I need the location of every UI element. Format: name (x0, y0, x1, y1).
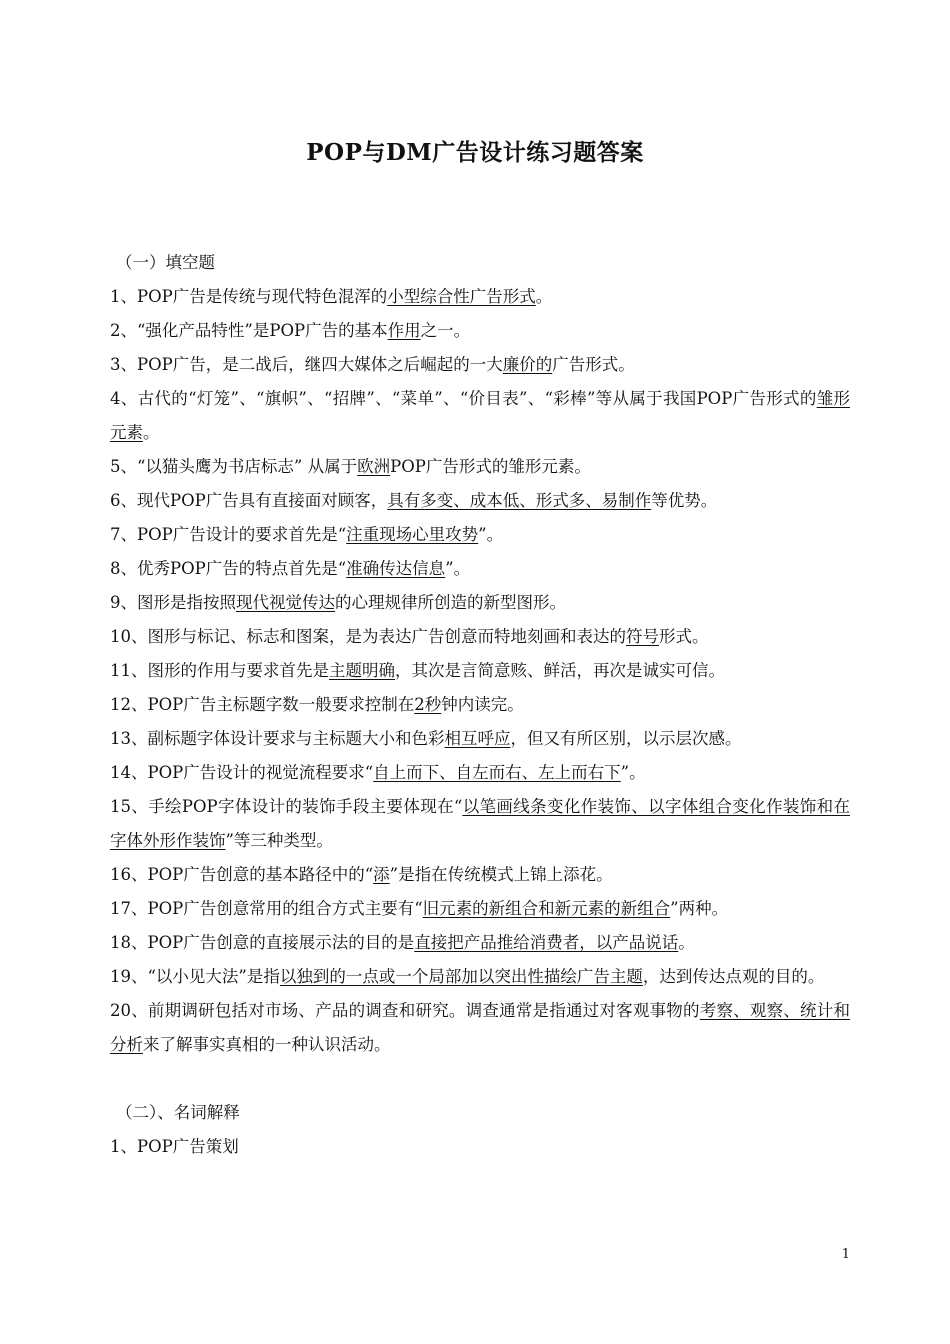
question-text: 15、手绘POP字体设计的装饰手段主要体现在“ (110, 797, 463, 816)
answer-text: 以独到的一点或一个局部加以突出性描绘广告主题 (279, 967, 643, 986)
question-item (110, 790, 850, 858)
question-item (110, 722, 850, 756)
fill-in-question-list (110, 280, 850, 1062)
question-text: 8、优秀POP广告的特点首先是“ (110, 559, 347, 578)
document-title: POP与DM广告设计练习题答案 (306, 139, 644, 166)
question-text: 钟内读完。 (441, 695, 524, 714)
answer-text: 以笔画线条变化作装饰、以字体组合变化作装饰和在字体外形作装饰 (110, 797, 850, 850)
answer-text: 作用 (387, 321, 421, 340)
question-text: ，其次是言简意赅、鲜活，再次是诚实可信。 (395, 661, 725, 680)
question-text: 等优势。 (651, 491, 718, 510)
question-text: ”。 (620, 763, 646, 782)
answer-text: 具有多变、成本低、形式多、易制作 (387, 491, 652, 510)
section-heading-definitions: （二）、名词解释 (116, 1103, 240, 1122)
question-text: ”。 (445, 559, 471, 578)
answer-text: 廉价的 (502, 355, 553, 374)
question-text: 。 (678, 933, 695, 952)
question-text: 5、“以猫头鹰为书店标志” 从属于 (110, 457, 358, 476)
question-text: ”等三种类型。 (225, 831, 333, 850)
question-item (110, 1130, 850, 1164)
question-item (110, 552, 850, 586)
question-text: 20、前期调研包括对市场、产品的调查和研究。调查通常是指通过对客观事物的 (110, 1001, 700, 1020)
question-text: POP广告形式的雏形元素。 (390, 457, 591, 476)
page-number: 1 (841, 1247, 850, 1262)
question-text: ”。 (478, 525, 504, 544)
question-text: 4、古代的“灯笼”、“旗帜”、“招牌”、“菜单”、“价目表”、“彩棒”等从属于我国POP广告形式的 (110, 389, 817, 408)
answer-text: 注重现场心里攻势 (346, 525, 479, 544)
question-text: 9、图形是指按照 (110, 593, 236, 612)
document-body (110, 246, 850, 1164)
question-item (110, 994, 850, 1062)
answer-text: 考察、观察、统计和分析 (110, 1001, 851, 1054)
answer-text: 2秒 (414, 695, 442, 714)
question-text: 18、POP广告创意的直接展示法的目的是 (110, 933, 415, 952)
question-text: 16、POP广告创意的基本路径中的“ (110, 865, 374, 884)
question-text: 。 (535, 287, 553, 306)
question-text: 形式。 (659, 627, 709, 646)
question-item (110, 518, 850, 552)
answer-text: 旧元素的新组合和新元素的新组合 (422, 899, 671, 918)
question-text: ，达到传达点观的目的。 (642, 967, 825, 986)
answer-text: 直接把产品推给消费者，以产品说话 (414, 933, 679, 952)
answer-text: 相互呼应 (444, 729, 511, 748)
question-text: 广告形式。 (552, 355, 635, 374)
question-text: 10、图形与标记、标志和图案，是为表达广告创意而特地刻画和表达的 (110, 627, 626, 646)
question-item (110, 960, 850, 994)
question-text: ”两种。 (670, 899, 729, 918)
answer-text: 欧洲 (357, 457, 391, 476)
answer-text: 添 (373, 865, 390, 884)
question-item (110, 620, 850, 654)
answer-text: 自上而下、自左而右、左上而右下 (373, 763, 621, 782)
question-item (110, 654, 850, 688)
answer-text: 符号 (626, 627, 659, 646)
question-item (110, 348, 850, 382)
answer-text: 小型综合性广告形式 (387, 287, 536, 306)
question-item (110, 280, 850, 314)
question-text: 1、POP广告策划 (110, 1137, 239, 1156)
question-text: 6、现代POP广告具有直接面对顾客， (110, 491, 388, 510)
question-text: 2、“强化产品特性”是POP广告的基本 (110, 321, 388, 340)
question-item (110, 688, 850, 722)
question-text: 之一。 (420, 321, 471, 340)
question-item (110, 926, 850, 960)
question-item (110, 892, 850, 926)
question-item (110, 314, 850, 348)
question-text: 17、POP广告创意常用的组合方式主要有“ (110, 899, 423, 918)
question-text: ”是指在传统模式上锦上添花。 (389, 865, 613, 884)
question-item (110, 484, 850, 518)
question-text: 12、POP广告主标题字数一般要求控制在 (110, 695, 415, 714)
answer-text: 准确传达信息 (346, 559, 446, 578)
question-text: 。 (143, 423, 160, 442)
question-text: 的心理规律所创造的新型图形。 (335, 593, 566, 612)
section-spacer (110, 1062, 850, 1096)
definition-question-list (110, 1130, 850, 1164)
question-item (110, 586, 850, 620)
question-text: 来了解事实真相的一种认识活动。 (143, 1035, 391, 1054)
answer-text: 主题明确 (329, 661, 395, 680)
question-text: 1、POP广告是传统与现代特色混浑的 (110, 287, 388, 306)
question-text: 13、副标题字体设计要求与主标题大小和色彩 (110, 729, 445, 748)
section-heading-fill-in: （一）填空题 (116, 253, 215, 272)
question-item (110, 382, 850, 450)
question-item (110, 858, 850, 892)
question-text: ，但又有所区别，以示层次感。 (510, 729, 742, 748)
answer-text: 雏形元素 (110, 389, 851, 442)
question-text: 19、“以小见大法”是指 (110, 967, 280, 986)
question-item (110, 756, 850, 790)
question-text: 14、POP广告设计的视觉流程要求“ (110, 763, 374, 782)
answer-text: 现代视觉传达 (236, 593, 335, 612)
question-item (110, 450, 850, 484)
question-text: 3、POP广告，是二战后，继四大媒体之后崛起的一大 (110, 355, 503, 374)
question-text: 11、图形的作用与要求首先是 (110, 661, 329, 680)
question-text: 7、POP广告设计的要求首先是“ (110, 525, 347, 544)
